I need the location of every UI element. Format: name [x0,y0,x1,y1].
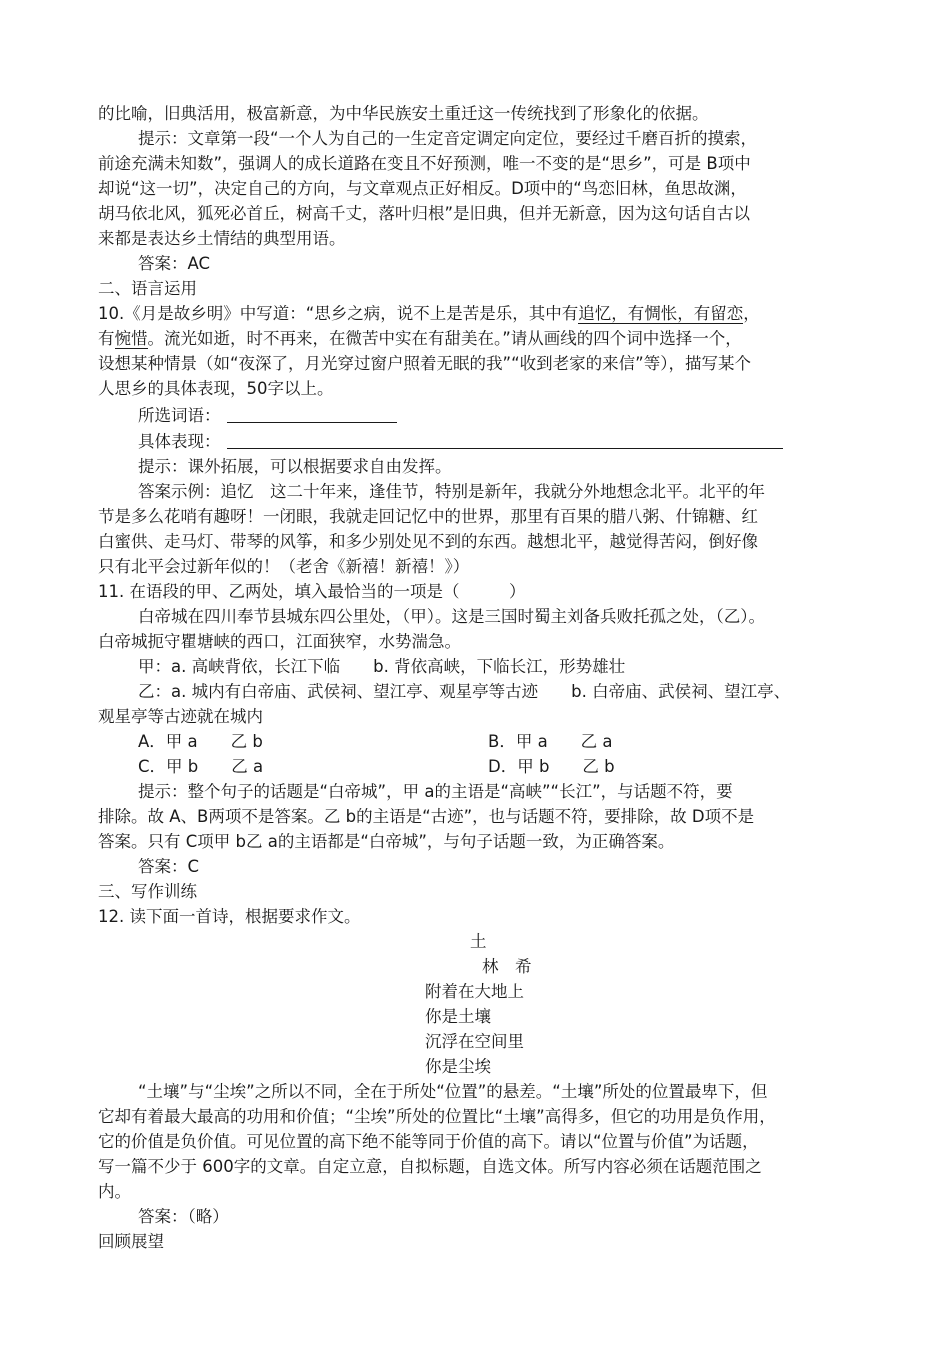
selected-word-blank[interactable] [227,404,397,423]
question-text: 有 [98,329,115,348]
question-line: 12. 读下面一首诗，根据要求作文。 [98,907,361,926]
hint-line: 提示：整个句子的话题是“白帝城”，甲 a的主语是“高峡”“长江”，与话题不符，要 [138,782,733,801]
option-d: D．甲 b 乙 b [488,757,615,776]
hint-line: 来都是表达乡土情结的典型用语。 [98,229,346,248]
poem-line: 你是土壤 [425,1007,491,1026]
poem-line: 沉浮在空间里 [425,1032,524,1051]
question-line: 甲：a. 高峡背依，长江下临 b. 背依高峡，下临长江，形势雄壮 [138,657,626,676]
hint-line: 答案。只有 C项甲 b乙 a的主语都是“白帝城”，与句子话题一致，为正确答案。 [98,832,675,851]
hint-line: 排除。故 A、B两项不是答案。乙 b的主语是“古迹”，也与话题不符，要排除，故 D项不是 [98,807,755,826]
section-heading: 回顾展望 [98,1232,164,1251]
paragraph-line: 的比喻，旧典活用，极富新意，为中华民族安土重迁这一传统找到了形象化的依据。 [98,104,709,123]
question-line: 人思乡的具体表现，50字以上。 [98,379,334,398]
answer-field-label [138,404,397,428]
section-heading: 三、写作训练 [98,882,197,901]
question-text: 10.《月是故乡明》中写道：“思乡之病，说不上是苦是乐，其中有 [98,304,579,323]
option-b: B．甲 a 乙 a [488,732,613,751]
sample-answer-line: 节是多么花哨有趣呀！一闭眼，我就走回记忆中的世界，那里有百果的腊八粥、什锦糖、红 [98,507,758,526]
question-line: 设想某种情景（如“夜深了，月光穿过窗户照着无眠的我”“收到老家的来信”等），描写某个 [98,354,751,373]
poem-line: 附着在大地上 [425,982,524,1001]
option-a: A．甲 a 乙 b [138,732,263,751]
hint-line: 前途充满未知数”，强调人的成长道路在变且不好预测，唯一不变的是“思乡”，可是 B项中 [98,154,751,173]
sample-answer-line: 只有北平会过新年似的！（老舍《新禧！新禧！》） [98,557,470,576]
answer-line: 答案：C [138,857,200,876]
sample-answer-line: 白蜜供、走马灯、带琴的风筝，和多少别处见不到的东西。越想北平，越觉得苦闷，倒好像 [98,532,758,551]
answer-line: 答案：（略） [138,1207,229,1226]
prompt-line: 它却有着最大最高的功用和价值；“尘埃”所处的位置比“土壤”高得多，但它的功用是负作用， [98,1107,776,1126]
hint-line: 提示：课外拓展，可以根据要求自由发挥。 [138,457,452,476]
poem-title: 土 [470,932,487,951]
question-text: ， [743,304,760,323]
poem-line: 你是尘埃 [425,1057,491,1076]
question-line [98,302,760,326]
prompt-line: 它的价值是负价值。可见位置的高下绝不能等同于价值的高下。请以“位置与价值”为话题， [98,1132,759,1151]
hint-line: 提示：文章第一段“一个人为自己的一生定音定调定向定位，要经过千磨百折的摸索， [138,129,758,148]
underlined-word: 惋惜 [114,329,148,348]
underlined-word: 有惆怅， [627,304,694,323]
prompt-line: “土壤”与“尘埃”之所以不同，全在于所处“位置”的悬差。“土壤”所处的位置最卑下，但 [138,1082,768,1101]
question-line: 乙：a. 城内有白帝庙、武侯祠、望江亭、观星亭等古迹 b. 白帝庙、武侯祠、望江亭、 [138,682,791,701]
question-line: 观星亭等古迹就在城内 [98,707,263,726]
option-c: C．甲 b 乙 a [138,757,264,776]
question-line [98,327,742,351]
question-line: 白帝城扼守瞿塘峡的西口，江面狭窄，水势湍急。 [98,632,461,651]
answer-line: 答案：AC [138,254,211,273]
sample-answer-line: 答案示例：追忆 这二十年来，逢佳节，特别是新年，我就分外地想念北平。北平的年 [138,482,765,501]
question-text: 。流光如逝，时不再来，在微苦中实在有甜美在。”请从画线的四个词中选择一个， [147,329,742,348]
underlined-word: 有留恋 [693,304,744,323]
expression-blank[interactable] [227,430,783,449]
selected-word-label: 所选词语： [138,406,221,425]
poem-author: 林 希 [482,957,532,976]
hint-line: 胡马依北风，狐死必首丘，树高千丈，落叶归根”是旧典，但并无新意，因为这句话自古以 [98,204,751,223]
section-heading: 二、语言运用 [98,279,197,298]
hint-line: 却说“这一切”，决定自己的方向，与文章观点正好相反。D项中的“鸟恋旧林，鱼思故渊， [98,179,747,198]
prompt-line: 内。 [98,1182,131,1201]
question-line: 白帝城在四川奉节县城东四公里处，（甲）。这是三国时蜀主刘备兵败托孤之处，（乙）。 [138,607,765,626]
prompt-line: 写一篇不少于 600字的文章。自定立意，自拟标题，自选文体。所写内容必须在话题范围之 [98,1157,762,1176]
answer-field-label [138,430,783,454]
expression-label: 具体表现： [138,432,221,451]
underlined-word: 追忆， [578,304,628,323]
question-line: 11. 在语段的甲、乙两处，填入最恰当的一项是（ ） [98,582,526,601]
